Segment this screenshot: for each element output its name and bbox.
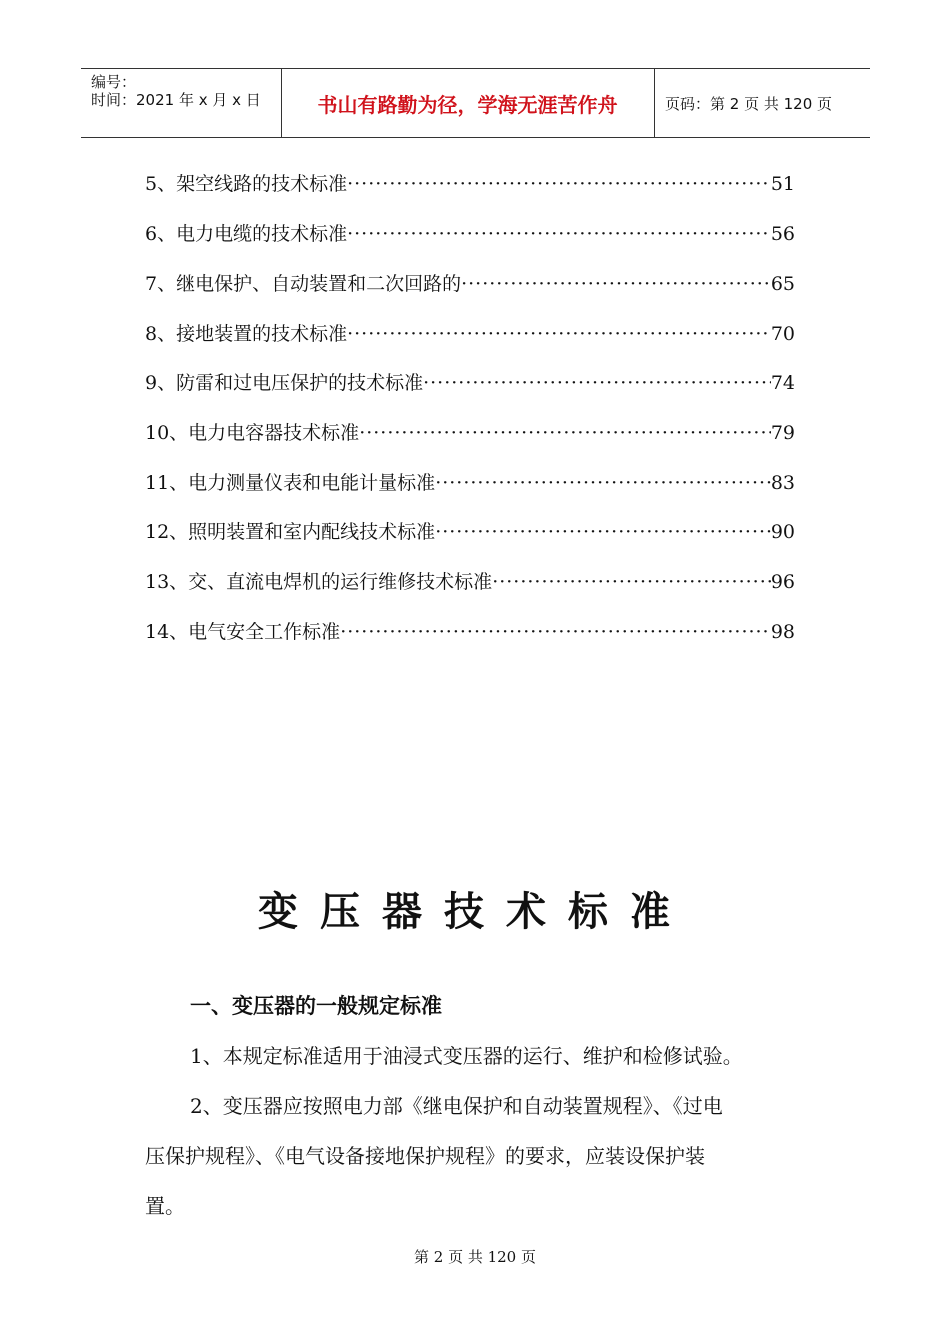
date-label: 时间：2021 年 x 月 x 日 bbox=[91, 91, 261, 109]
toc-leader bbox=[461, 271, 771, 297]
toc-leader bbox=[435, 470, 771, 496]
toc-item[interactable] bbox=[145, 171, 795, 197]
paragraph-line: 2、变压器应按照电力部《继电保护和自动装置规程》、《过电 bbox=[190, 1094, 723, 1118]
toc-label: 9、防雷和过电压保护的技术标准 bbox=[145, 372, 424, 394]
toc-leader bbox=[340, 619, 771, 645]
toc-label: 7、继电保护、自动装置和二次回路的 bbox=[145, 273, 462, 295]
page-header bbox=[81, 68, 870, 138]
paragraph-line: 压保护规程》、《电气设备接地保护规程》的要求，应装设保护装 bbox=[145, 1144, 705, 1168]
toc-label: 11、电力测量仪表和电能计量标准 bbox=[145, 472, 436, 494]
toc-page: 74 bbox=[770, 372, 795, 394]
toc-page: 65 bbox=[770, 273, 795, 295]
toc-page: 90 bbox=[770, 521, 795, 543]
document-title: 变压器技术标准 bbox=[258, 889, 692, 935]
header-motto: 书山有路勤为径，学海无涯苦作舟 bbox=[281, 69, 655, 137]
toc-item[interactable] bbox=[145, 420, 795, 446]
toc-leader bbox=[359, 420, 771, 446]
toc-item[interactable] bbox=[145, 470, 795, 496]
toc-item[interactable] bbox=[145, 271, 795, 297]
toc-label: 5、架空线路的技术标准 bbox=[145, 173, 348, 195]
paragraph-line: 置。 bbox=[145, 1194, 185, 1218]
toc-label: 6、电力电缆的技术标准 bbox=[145, 223, 348, 245]
page-footer: 第 2 页 共 120 页 bbox=[413, 1248, 536, 1266]
toc-item[interactable] bbox=[145, 619, 795, 645]
toc-label: 13、交、直流电焊机的运行维修技术标准 bbox=[145, 571, 493, 593]
toc-leader bbox=[347, 171, 771, 197]
number-label: 编号： bbox=[91, 73, 137, 91]
toc-item[interactable] bbox=[145, 569, 795, 595]
toc-page: 51 bbox=[770, 173, 795, 195]
toc-leader bbox=[347, 221, 771, 247]
toc-item[interactable] bbox=[145, 519, 795, 545]
toc-item[interactable] bbox=[145, 221, 795, 247]
header-page-info: 页码：第 2 页 共 120 页 bbox=[665, 94, 833, 113]
toc-item[interactable] bbox=[145, 370, 795, 396]
toc-label: 14、电气安全工作标准 bbox=[145, 621, 341, 643]
toc-page: 56 bbox=[770, 223, 795, 245]
header-meta bbox=[81, 69, 282, 137]
toc-page: 83 bbox=[770, 472, 795, 494]
toc-page: 70 bbox=[770, 323, 795, 345]
toc-page: 79 bbox=[770, 422, 795, 444]
toc-page: 98 bbox=[770, 621, 795, 643]
toc-leader bbox=[423, 370, 771, 396]
paragraph-line: 1、本规定标准适用于油浸式变压器的运行、维护和检修试验。 bbox=[190, 1044, 743, 1068]
section-heading: 一、变压器的一般规定标准 bbox=[190, 994, 442, 1018]
toc-leader bbox=[347, 321, 771, 347]
toc-leader bbox=[492, 569, 771, 595]
toc-page: 96 bbox=[770, 571, 795, 593]
toc-leader bbox=[435, 519, 771, 545]
toc-item[interactable] bbox=[145, 321, 795, 347]
toc-label: 12、照明装置和室内配线技术标准 bbox=[145, 521, 436, 543]
toc-label: 10、电力电容器技术标准 bbox=[145, 422, 360, 444]
toc-label: 8、接地装置的技术标准 bbox=[145, 323, 348, 345]
